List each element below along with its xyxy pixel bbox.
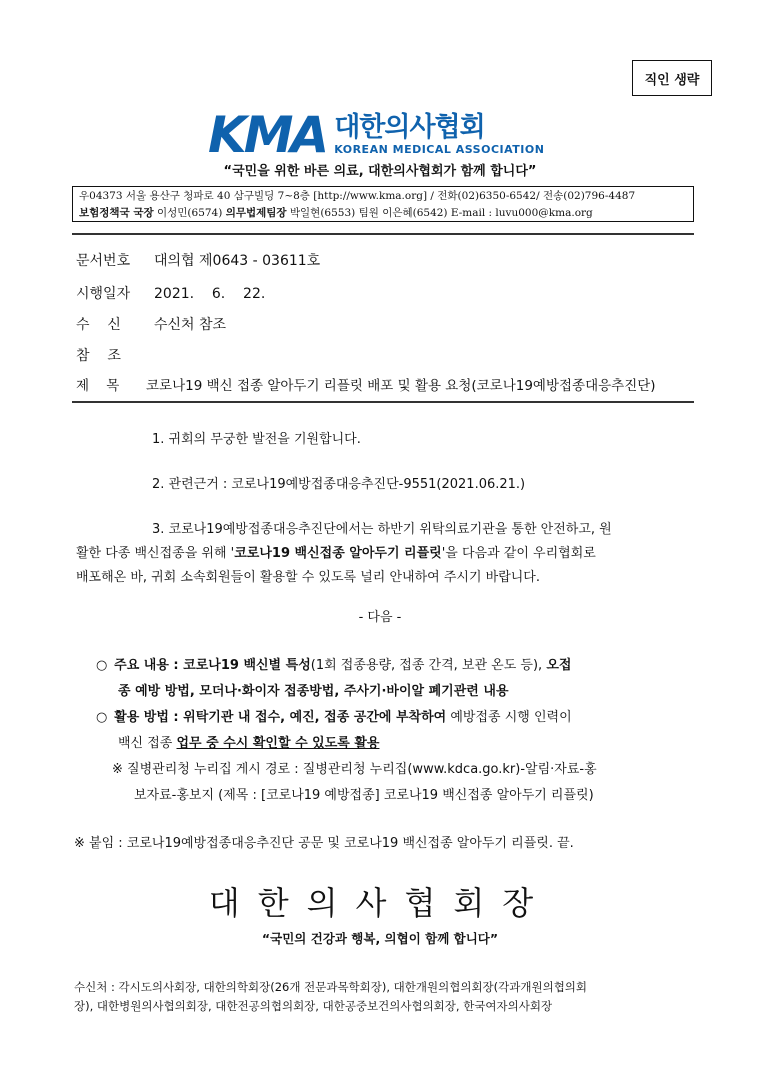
- item-2-detail: 예방접종 시행 인력이: [446, 710, 572, 725]
- header-slogan: “국민을 위한 바른 의료, 대한의사협회가 함께 합니다”: [223, 164, 537, 179]
- paragraph-3-line-3: 배포해온 바, 귀회 소속회원들이 활용할 수 있도록 널리 안내하여 주시기 바랍니다.: [76, 570, 541, 585]
- item-2-marker: ○: [96, 710, 108, 725]
- subject-row: [76, 374, 656, 394]
- contact-team-head: 의무법제팀장: [225, 207, 287, 219]
- doc-number-row: [76, 250, 320, 270]
- item-1-line-2: 종 예방 방법, 모더나·화이자 접종방법, 주사기·바이알 폐기관련 내용: [118, 684, 509, 699]
- subject-label: 제 목: [76, 378, 120, 394]
- item-2-line-2-a: 백신 접종: [118, 736, 177, 751]
- issue-date-label: 시행일자: [76, 286, 131, 302]
- recipient-label: 수 신: [76, 317, 121, 333]
- issue-date: 2021. 6. 22.: [154, 286, 266, 302]
- item-1-heading: 주요 내용 : 코로나19 백신별 특성: [114, 658, 311, 673]
- item-2-emphasis: 업무 중 수시 확인할 수 있도록 활용: [176, 736, 380, 751]
- seal-omitted-stamp: 직인 생략: [632, 60, 712, 96]
- divider-top: [72, 233, 694, 235]
- paragraph-3-line-1: 3. 코로나19예방접종대응추진단에서는 하반기 위탁의료기관을 통한 안전하고, 원: [152, 522, 612, 537]
- doc-number: 대의협 제0643 - 03611호: [154, 253, 321, 269]
- doc-number-label: 문서번호: [76, 253, 131, 269]
- logo-name-ko: 대한의사협회: [334, 112, 485, 143]
- item-1-detail: (1회 접종용량, 접종 간격, 보관 온도 등),: [310, 658, 547, 673]
- recipients-list: [74, 978, 694, 1016]
- reference-label: 참 조: [76, 348, 121, 364]
- reference-row: [76, 345, 154, 365]
- paragraph-2: 2. 관련근거 : 코로나19예방접종대응추진단-9551(2021.06.21.): [152, 477, 526, 492]
- contact-line-1: 우04373 서울 용산구 청파로 40 삼구빌딩 7~8층 [http://www.kma.org] / 전화(02)6350-6542/ 전송(02)796-4487: [79, 190, 636, 202]
- signer-title: 대한의사협회장: [208, 884, 552, 922]
- attachment: ※ 붙임 : 코로나19예방접종대응추진단 공문 및 코로나19 백신접종 알아두기 리플릿. 끝.: [74, 836, 574, 851]
- item-2: [96, 705, 696, 757]
- subject: 코로나19 백신 접종 알아두기 리플릿 배포 및 활용 요청(코로나19예방접종대응추진단): [146, 378, 656, 394]
- note-line-1: ※ 질병관리청 누리집 게시 경로 : 질병관리청 누리집(www.kdca.go.kr)-알림·자료-홍: [112, 762, 597, 777]
- recipients-line-1: 수신처 : 각시도의사회장, 대한의학회장(26개 전문과목학회장), 대한개원의협의회장(각과개원의협의회: [74, 980, 588, 994]
- next-heading: - 다음 -: [358, 610, 402, 625]
- contact-info-box: [72, 186, 694, 222]
- logo-name-en: KOREAN MEDICAL ASSOCIATION: [334, 143, 545, 156]
- divider-bottom: [72, 401, 694, 403]
- kma-logo: [208, 106, 545, 164]
- recipients-line-2: 장), 대한병원의사협의회장, 대한전공의협의회장, 대한공중보건의사협의회장, 한국여자의사회장: [74, 999, 553, 1013]
- logo-abbr: KMA: [208, 106, 327, 164]
- paragraph-3-line-2-b: '을 다음과 같이 우리협회로: [441, 546, 596, 561]
- item-1-marker: ○: [96, 658, 108, 673]
- recipient: 수신처 참조: [154, 317, 227, 333]
- note-line-2: 보자료-홍보지 (제목 : [코로나19 예방접종] 코로나19 백신접종 알아두기 리플릿): [134, 788, 594, 803]
- item-2-line-2: [96, 731, 696, 757]
- note: [112, 757, 702, 809]
- issue-date-row: [76, 283, 265, 303]
- footer-slogan: “국민의 건강과 행복, 의협이 함께 합니다”: [261, 931, 499, 946]
- contact-dept-head: 보험정책국 국장: [79, 207, 154, 219]
- item-2-heading: 활용 방법 : 위탁기관 내 접수, 예진, 접종 공간에 부착하여: [114, 710, 447, 725]
- paragraph-3-line-2-a: 활한 다종 백신접종을 위해 ': [76, 546, 235, 561]
- paragraph-1: 1. 귀회의 무궁한 발전을 기원합니다.: [152, 432, 361, 447]
- contact-team-members: 박일현(6553) 팀원 이은혜(6542) E-mail : luvu000@kma.org: [286, 207, 593, 219]
- paragraph-3-line-2: [76, 542, 690, 566]
- recipient-row: [76, 314, 226, 334]
- contact-dept-head-name: 이성민(6574): [153, 207, 226, 219]
- leaflet-title: 코로나19 백신접종 알아두기 리플릿: [234, 546, 442, 561]
- contact-line-2: [79, 205, 687, 222]
- item-1: [96, 653, 696, 705]
- item-1-tail: 오접: [546, 658, 572, 673]
- paragraph-3: [76, 518, 690, 590]
